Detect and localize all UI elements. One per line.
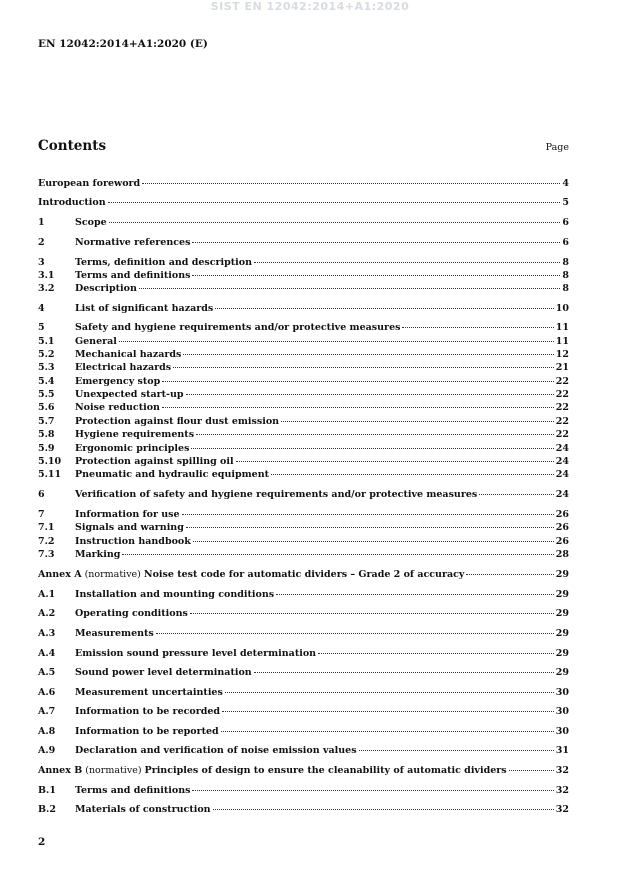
toc-entry[interactable]: [38, 536, 569, 548]
toc-entry[interactable]: [38, 687, 569, 699]
toc-entry-title: Information to be recorded: [75, 706, 221, 717]
toc-entry-page: 22: [555, 376, 569, 387]
toc-entry-page: 4: [562, 178, 569, 189]
toc-entry-title: Information for use: [75, 509, 180, 520]
toc-entry-number: A.5: [38, 667, 56, 678]
toc-entry-number: A.8: [38, 726, 56, 737]
toc-entry[interactable]: [38, 389, 569, 401]
dot-leader: [192, 790, 553, 791]
dot-leader: [254, 672, 554, 673]
toc-entry-page: 30: [555, 726, 569, 737]
toc-entry[interactable]: [38, 667, 569, 679]
dot-leader: [109, 222, 561, 223]
toc-entry[interactable]: [38, 197, 569, 209]
toc-entry-page: 11: [555, 322, 569, 333]
toc-entry-title: Normative references: [75, 237, 191, 248]
toc-entry-title: Terms and definitions: [75, 270, 191, 281]
toc-entry-title: Terms, definition and description: [75, 257, 253, 268]
toc-entry-number: A.4: [38, 648, 56, 659]
toc-entry-title: Signals and warning: [75, 522, 184, 533]
toc-entry-number: 3.1: [38, 270, 55, 281]
dot-leader: [221, 731, 554, 732]
toc-entry[interactable]: [38, 303, 569, 315]
toc-entry-title: Information to be reported: [75, 726, 219, 737]
toc-entry-page: 10: [555, 303, 569, 314]
toc-entry-number: A.2: [38, 608, 56, 619]
toc-entry-title: Introduction: [38, 197, 106, 208]
toc-entry[interactable]: [38, 443, 569, 455]
toc-entry[interactable]: [38, 349, 569, 361]
toc-entry[interactable]: [38, 429, 569, 441]
toc-entry[interactable]: [38, 648, 569, 660]
toc-entry-page: 24: [555, 456, 569, 467]
dot-leader: [271, 474, 554, 475]
toc-entry-number: A.6: [38, 687, 56, 698]
toc-entry-page: 22: [555, 416, 569, 427]
toc-entry[interactable]: [38, 178, 569, 190]
toc-entry-page: 22: [555, 389, 569, 400]
toc-entry[interactable]: [38, 608, 569, 620]
toc-entry-number: 5.5: [38, 389, 55, 400]
toc-entry-number: 5.9: [38, 443, 55, 454]
toc-entry-page: 24: [555, 443, 569, 454]
toc-entry-page: 29: [555, 589, 569, 600]
toc-entry-title: Measurement uncertainties: [75, 687, 223, 698]
toc-entry-title: Sound power level determination: [75, 667, 252, 678]
toc-entry-page: 32: [555, 804, 569, 815]
toc-entry[interactable]: [38, 270, 569, 282]
toc-entry-title: Instruction handbook: [75, 536, 191, 547]
toc-entry-page: 24: [555, 489, 569, 500]
dot-leader: [192, 242, 560, 243]
toc-entry-title: Noise reduction: [75, 402, 160, 413]
toc-entry-number: 7: [38, 509, 45, 520]
dot-leader: [119, 341, 554, 342]
toc-entry-page: 12: [555, 349, 569, 360]
toc-entry-title: Terms and definitions: [75, 785, 191, 796]
toc-entry[interactable]: [38, 336, 569, 348]
dot-leader: [254, 262, 560, 263]
toc-entry-number: B.1: [38, 785, 56, 796]
dot-leader: [142, 183, 560, 184]
toc-entry[interactable]: [38, 416, 569, 428]
dot-leader: [183, 354, 553, 355]
toc-entry[interactable]: [38, 589, 569, 601]
toc-entry-number: 7.1: [38, 522, 55, 533]
toc-entry-page: 32: [555, 785, 569, 796]
toc-entry-number: 5.4: [38, 376, 55, 387]
toc-entry[interactable]: [38, 706, 569, 718]
toc-entry-title: Protection against spilling oil: [75, 456, 234, 467]
toc-entry-number: A.1: [38, 589, 56, 600]
toc-entry[interactable]: [38, 237, 569, 249]
toc-entry-page: 30: [555, 706, 569, 717]
toc-entry-title: Measurements: [75, 628, 154, 639]
toc-entry-page: 29: [555, 648, 569, 659]
toc-entry-title: Installation and mounting conditions: [75, 589, 275, 600]
toc-entry-number: 5.8: [38, 429, 55, 440]
toc-entry-number: A.3: [38, 628, 56, 639]
toc-entry-title: Description: [75, 283, 137, 294]
toc-annex-label: Annex A: [38, 569, 82, 580]
toc-entry-number: 5: [38, 322, 45, 333]
toc-entry[interactable]: [38, 402, 569, 414]
toc-annex-type: (normative): [84, 569, 141, 580]
toc-entry-number: 5.2: [38, 349, 55, 360]
toc-entry-number: 1: [38, 217, 45, 228]
toc-entry-title: Scope: [75, 217, 107, 228]
toc-entry-number: 5.11: [38, 469, 62, 480]
toc-entry-number: 3.2: [38, 283, 55, 294]
toc-entry-number: 2: [38, 237, 45, 248]
toc-entry-page: 31: [555, 745, 569, 756]
toc-entry[interactable]: [38, 362, 569, 374]
toc-entry-title: Safety and hygiene requirements and/or protective measures: [75, 322, 401, 333]
dot-leader: [162, 407, 554, 408]
dot-leader: [156, 633, 554, 634]
toc-entry-title: Verification of safety and hygiene requirements and/or protective measures: [75, 489, 478, 500]
toc-entry-title: Marking: [75, 549, 121, 560]
toc-entry-title: Ergonomic principles: [75, 443, 190, 454]
dot-leader: [162, 381, 554, 382]
toc-entry-number: 5.7: [38, 416, 55, 427]
dot-leader: [190, 613, 554, 614]
dot-leader: [192, 275, 560, 276]
toc-entry-page: 22: [555, 429, 569, 440]
toc-entry-number: A.9: [38, 745, 56, 756]
dot-leader: [182, 514, 554, 515]
toc-entry-title: Emission sound pressure level determination: [75, 648, 317, 659]
toc-entry[interactable]: [38, 456, 569, 468]
toc-entry[interactable]: [38, 745, 569, 757]
toc-entry-number: 3: [38, 257, 45, 268]
dot-leader: [466, 574, 553, 575]
toc-entry[interactable]: [38, 628, 569, 640]
dot-leader: [402, 327, 553, 328]
dot-leader: [359, 750, 554, 751]
dot-leader: [108, 202, 561, 203]
dot-leader: [186, 394, 554, 395]
toc-entry-title: Noise test code for automatic dividers – Grade 2 of accuracy: [143, 569, 465, 580]
toc-entry[interactable]: [38, 726, 569, 738]
dot-leader: [122, 554, 553, 555]
dot-leader: [213, 809, 554, 810]
toc-entry-title: Materials of construction: [75, 804, 211, 815]
toc-entry-page: 29: [555, 608, 569, 619]
toc-entry-number: 5.3: [38, 362, 55, 373]
toc-entry[interactable]: [38, 765, 569, 777]
dot-leader: [186, 527, 554, 528]
dot-leader: [215, 308, 554, 309]
toc-entry-title: Electrical hazards: [75, 362, 172, 373]
toc-entry[interactable]: [38, 569, 569, 581]
toc-entry-page: 26: [555, 522, 569, 533]
toc-entry-page: 8: [562, 283, 569, 294]
toc-entry-page: 6: [562, 237, 569, 248]
toc-entry-page: 5: [562, 197, 569, 208]
toc-entry-number: 5.1: [38, 336, 55, 347]
toc-entry[interactable]: [38, 489, 569, 501]
toc-entry[interactable]: [38, 217, 569, 229]
toc-entry[interactable]: [38, 283, 569, 295]
toc-entry-page: 29: [555, 667, 569, 678]
dot-leader: [509, 770, 554, 771]
toc-entry-title: List of significant hazards: [75, 303, 214, 314]
toc-entry-number: 7.3: [38, 549, 55, 560]
document-header: EN 12042:2014+A1:2020 (E): [38, 38, 208, 50]
dot-leader: [222, 711, 554, 712]
toc-entry-page: 29: [555, 569, 569, 580]
toc-entry-title: Emergency stop: [75, 376, 161, 387]
toc-entry-title: Principles of design to ensure the cleanability of automatic dividers: [144, 765, 507, 776]
toc-entry-page: 8: [562, 270, 569, 281]
toc-entry-title: Pneumatic and hydraulic equipment: [75, 469, 269, 480]
toc-entry-page: 24: [555, 469, 569, 480]
toc-entry[interactable]: [38, 549, 569, 561]
toc-entry[interactable]: [38, 522, 569, 534]
toc-entry-title: Declaration and verification of noise emission values: [75, 745, 357, 756]
toc-entry[interactable]: [38, 785, 569, 797]
toc-entry-title: General: [75, 336, 117, 347]
page-number: 2: [38, 836, 46, 848]
page-column-label: Page: [545, 142, 569, 153]
toc-entry-page: 29: [555, 628, 569, 639]
toc-entry[interactable]: [38, 257, 569, 269]
toc-entry-title: Unexpected start-up: [75, 389, 184, 400]
toc-entry-number: 6: [38, 489, 45, 500]
toc-entry[interactable]: [38, 469, 569, 481]
dot-leader: [139, 288, 560, 289]
toc-entry-title: Hygiene requirements: [75, 429, 195, 440]
dot-leader: [276, 594, 554, 595]
dot-leader: [318, 653, 554, 654]
toc-entry-title: Protection against flour dust emission: [75, 416, 280, 427]
toc-entry-title: Mechanical hazards: [75, 349, 182, 360]
toc-entry-number: A.7: [38, 706, 56, 717]
toc-entry[interactable]: [38, 322, 569, 334]
toc-entry[interactable]: [38, 804, 569, 816]
toc-entry-page: 26: [555, 536, 569, 547]
toc-entry-number: B.2: [38, 804, 56, 815]
dot-leader: [479, 494, 554, 495]
toc-entry-page: 8: [562, 257, 569, 268]
toc-entry[interactable]: [38, 509, 569, 521]
contents-heading: Contents: [38, 138, 107, 154]
toc-entry-page: 30: [555, 687, 569, 698]
toc-entry-page: 32: [555, 765, 569, 776]
toc-entry-number: 5.10: [38, 456, 62, 467]
toc-entry-page: 26: [555, 509, 569, 520]
toc-entry-page: 22: [555, 402, 569, 413]
dot-leader: [236, 461, 554, 462]
toc-entry-page: 6: [562, 217, 569, 228]
dot-leader: [193, 541, 554, 542]
toc-entry-number: 7.2: [38, 536, 55, 547]
toc-entry-page: 28: [555, 549, 569, 560]
toc-entry-page: 11: [555, 336, 569, 347]
toc-entry-title: Operating conditions: [75, 608, 188, 619]
toc-annex-type: (normative): [85, 765, 142, 776]
toc-entry[interactable]: [38, 376, 569, 388]
dot-leader: [225, 692, 554, 693]
dot-leader: [173, 367, 554, 368]
dot-leader: [281, 421, 554, 422]
toc-entry-title: European foreword: [38, 178, 141, 189]
dot-leader: [191, 448, 553, 449]
toc-entry-number: 4: [38, 303, 45, 314]
dot-leader: [196, 434, 554, 435]
watermark-text: SIST EN 12042:2014+A1:2020: [210, 0, 410, 13]
toc-annex-label: Annex B: [38, 765, 83, 776]
toc-entry-number: 5.6: [38, 402, 55, 413]
toc-entry-page: 21: [555, 362, 569, 373]
